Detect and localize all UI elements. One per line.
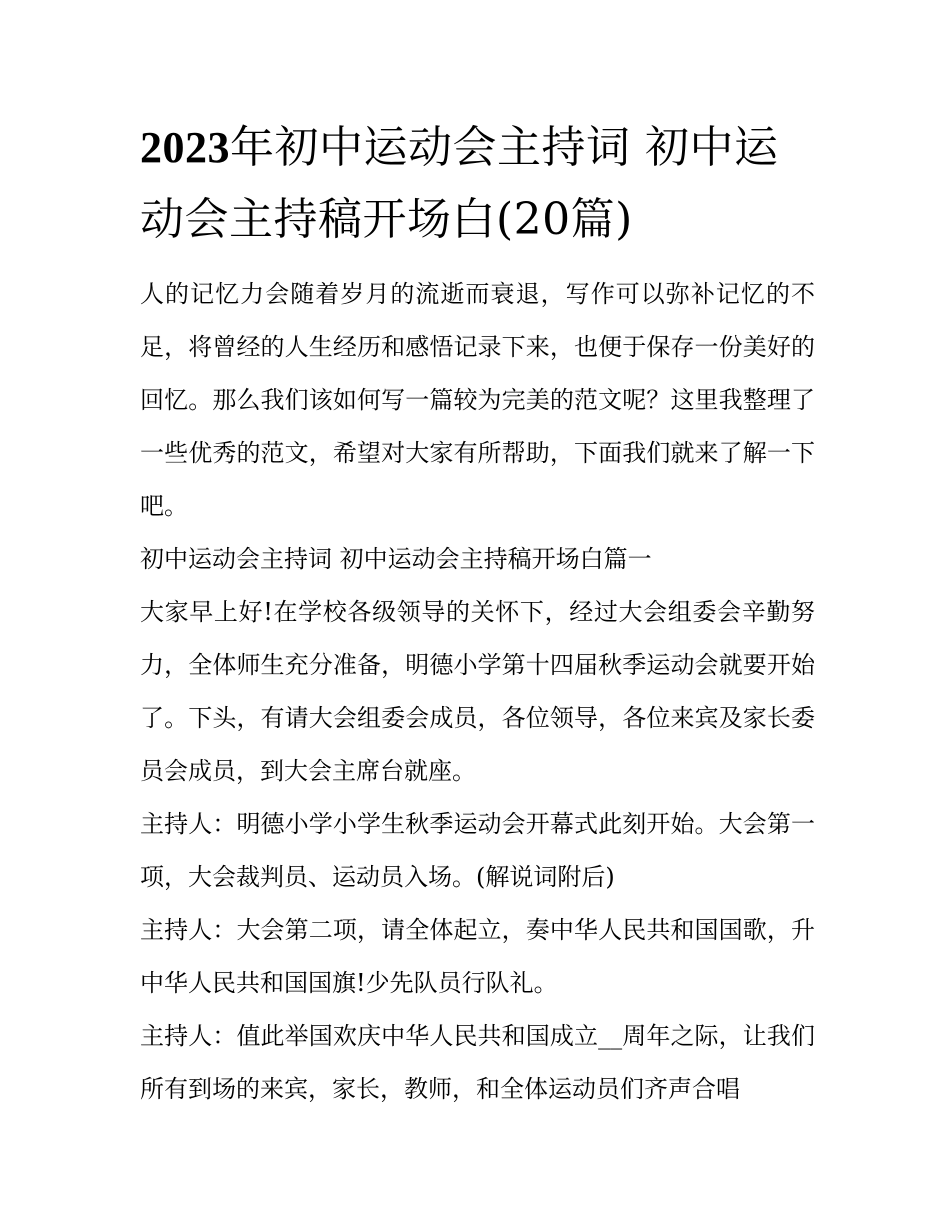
- title-text: 年初中运动会主持词 初中运动会主持稿开场白(20篇): [140, 122, 779, 245]
- body-paragraph: 主持人：大会第二项，请全体起立，奏中华人民共和国国歌，升中华人民共和国国旗!少先队员行队礼。: [140, 916, 815, 997]
- document-title: [140, 112, 815, 256]
- body-paragraph: 主持人：明德小学小学生秋季运动会开幕式此刻开始。大会第一项，大会裁判员、运动员入场。(解说词附后): [140, 810, 815, 891]
- body-paragraph: 主持人：值此举国欢庆中华人民共和国成立__周年之际，让我们所有到场的来宾，家长，教师，和全体运动员们齐声合唱: [140, 1022, 815, 1103]
- title-year: 2023: [140, 123, 230, 172]
- intro-paragraph: 人的记忆力会随着岁月的流逝而衰退，写作可以弥补记忆的不足，将曾经的人生经历和感悟记录下来，也便于保存一份美好的回忆。那么我们该如何写一篇较为完美的范文呢？这里我整理了一些优秀的范文，希望对大家有所帮助，下面我们就来了解一下吧。: [140, 280, 815, 520]
- body-paragraph: 大家早上好!在学校各级领导的关怀下，经过大会组委会辛勤努力，全体师生充分准备，明德小学第十四届秋季运动会就要开始了。下头，有请大会组委会成员，各位领导，各位来宾及家长委员会成员，到大会主席台就座。: [140, 598, 815, 785]
- document-page: [140, 112, 815, 1116]
- section-heading: 初中运动会主持词 初中运动会主持稿开场白篇一: [140, 545, 652, 573]
